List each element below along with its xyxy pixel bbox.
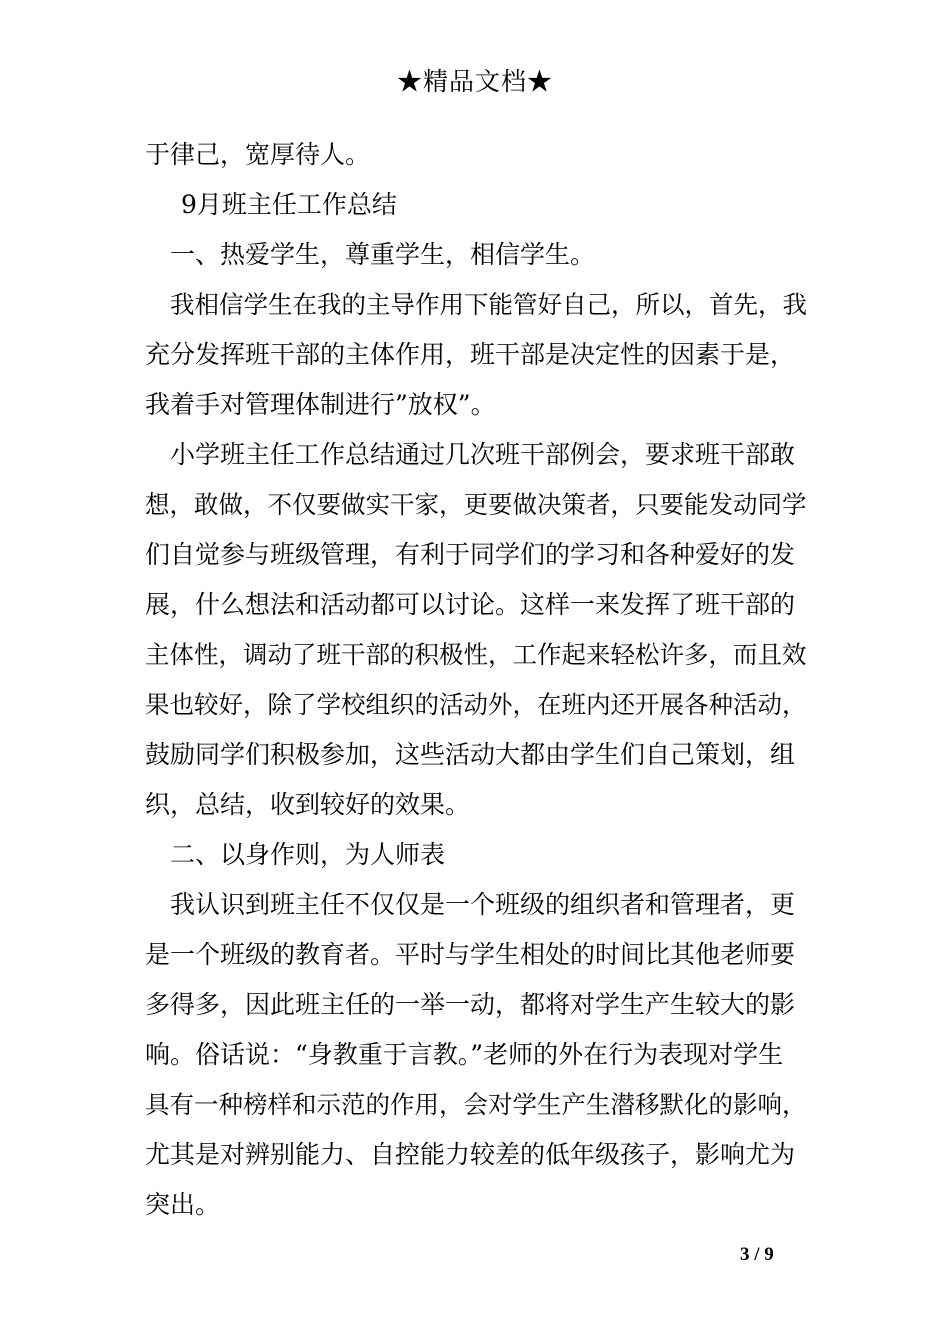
text-line: 我相信学生在我的主导作用下能管好自己，所以，首先，我 xyxy=(170,290,807,319)
text-line: 们自觉参与班级管理，有利于同学们的学习和各种爱好的发 xyxy=(145,540,796,569)
text-line: 尤其是对辨别能力、自控能力较差的低年级孩子，影响尤为 xyxy=(145,1140,796,1169)
text-line: 多得多，因此班主任的一举一动，都将对学生产生较大的影 xyxy=(145,990,796,1019)
text-line: 于律己，宽厚待人。 xyxy=(145,140,371,169)
page-header-title: ★精品文档★ xyxy=(396,67,553,96)
page-number: 3 / 9 xyxy=(740,1244,774,1265)
section-heading: 二、以身作则，为人师表 xyxy=(170,840,446,869)
section-heading: 一、热爱学生，尊重学生，相信学生。 xyxy=(170,240,596,269)
text-line: 具有一种榜样和示范的作用，会对学生产生潜移默化的影响， xyxy=(145,1090,807,1119)
text-line: 充分发挥班干部的主体作用，班干部是决定性的因素于是， xyxy=(145,340,796,369)
text-line: 鼓励同学们积极参加，这些活动大都由学生们自己策划，组 xyxy=(145,740,796,769)
document-body xyxy=(145,130,813,1230)
text-line: 响。俗话说：“身教重于言教。”老师的外在行为表现对学生 xyxy=(145,1040,784,1069)
text-line: 主体性，调动了班干部的积极性，工作起来轻松许多，而且效 xyxy=(145,640,807,669)
text-line: 突出。 xyxy=(145,1190,221,1219)
text-line: 展，什么想法和活动都可以讨论。这样一来发挥了班干部的 xyxy=(145,590,796,619)
text-line: 是一个班级的教育者。平时与学生相处的时间比其他老师要 xyxy=(145,940,796,969)
text-line: 果也较好，除了学校组织的活动外，在班内还开展各种活动， xyxy=(145,690,807,719)
text-line: 我认识到班主任不仅仅是一个班级的组织者和管理者，更 xyxy=(170,890,796,919)
text-line: 想，敢做，不仅要做实干家，更要做决策者，只要能发动同学 xyxy=(145,490,807,519)
text-line: 小学班主任工作总结通过几次班干部例会，要求班干部敢 xyxy=(170,440,796,469)
text-line: 我着手对管理体制进行”放权”。 xyxy=(145,390,496,419)
text-line: 织，总结，收到较好的效果。 xyxy=(145,790,471,819)
section-title: 9月班主任工作总结 xyxy=(181,190,397,219)
